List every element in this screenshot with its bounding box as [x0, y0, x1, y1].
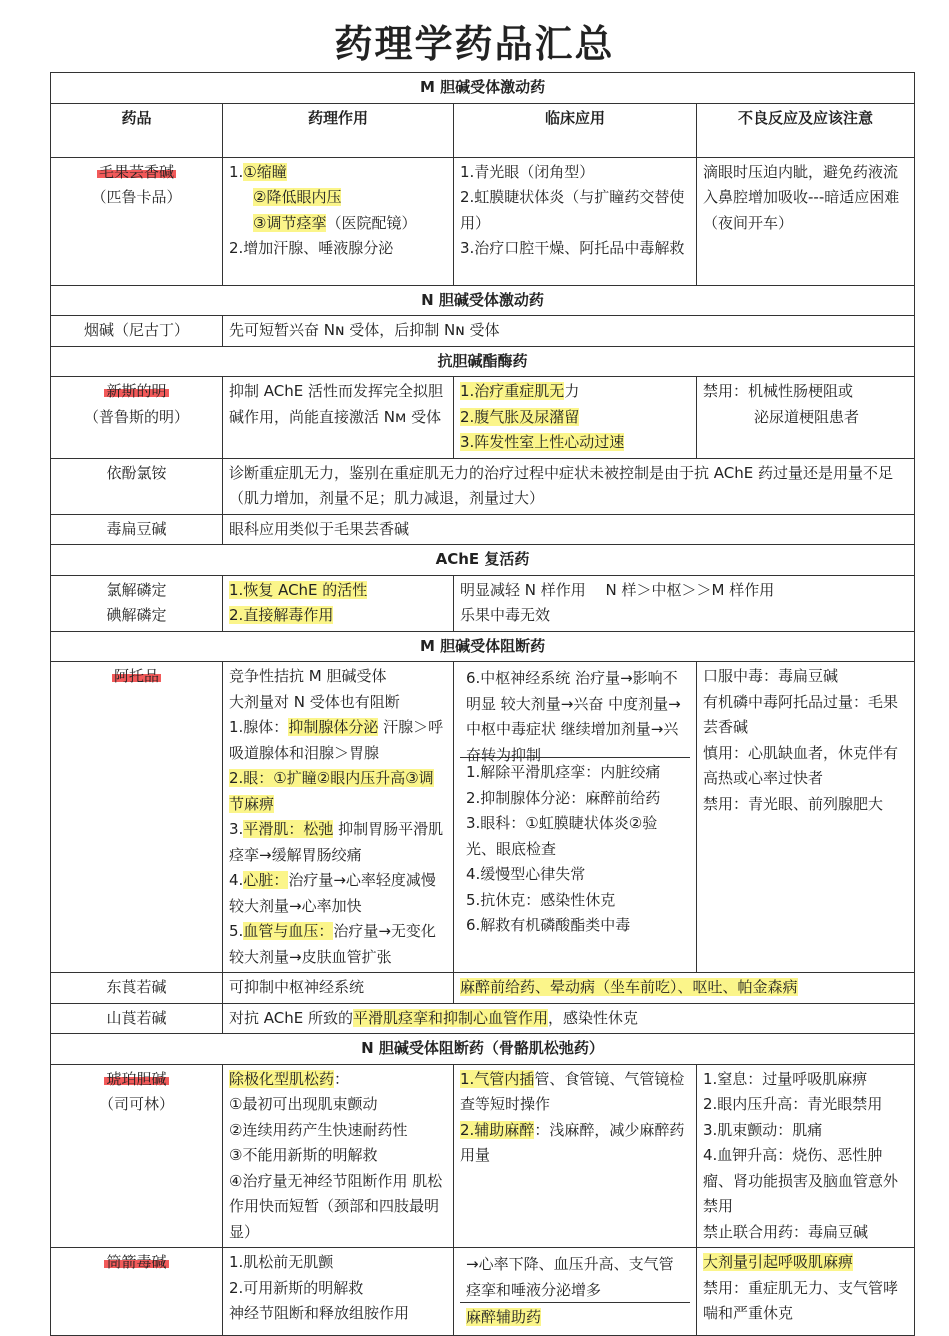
action-line: 2.增加汗腺、唾液腺分泌: [229, 239, 394, 257]
description-cell: 诊断重症肌无力，鉴别在重症肌无力的治疗过程中症状未被控制是由于抗 AChE 药过量还是用量不足（肌力增加，剂量不足；肌力减退，剂量过大）: [223, 458, 915, 514]
list-number: 4.: [229, 871, 244, 889]
header-action: 药理作用: [223, 103, 454, 157]
list-number: 5.: [229, 922, 244, 940]
adverse-line: 慎用：心肌缺血者，休克伴有高热或心率过快者: [703, 743, 899, 787]
highlight-text: 2.眼：①扩瞳②眼内压升高③调节麻痹: [229, 769, 434, 813]
drug-tubocurarine: [51, 1248, 223, 1336]
section-reactivator: AChE 复活药: [51, 545, 915, 576]
adverse-cell: [697, 377, 915, 459]
highlight-text: 2.辅助麻醉: [460, 1120, 535, 1139]
table-row: [51, 1248, 915, 1336]
plain-text: 力: [564, 382, 580, 400]
plain-text: 对抗 AChE 所致的: [229, 1008, 353, 1027]
table-row: [51, 157, 915, 285]
plain-text: 汗腺＞呼吸道腺体和泪腺＞胃腺: [229, 718, 444, 762]
clinical-line: 3.治疗口腔干燥、阿托品中毒解救: [460, 239, 685, 257]
highlight-text: 1.气管内插: [460, 1069, 535, 1088]
clinical-line: 5.抗休克：感染性休克: [466, 890, 616, 909]
drug-anisodamine: 山莨若碱: [51, 1003, 223, 1034]
clinical-line: 3.眼科：①虹膜睫状体炎②验光、眼底检查: [466, 814, 658, 858]
clinical-line: 1.青光眼（闭角型）: [460, 162, 595, 181]
action-line: ④治疗量无神经节阻断作用 肌松作用快而短暂（颈部和四肢最明显）: [229, 1171, 443, 1241]
action-line: 神经节阻断和释放组胺作用: [229, 1304, 410, 1322]
clinical-line: 6.解救有机磷酸酯类中毒: [466, 916, 631, 934]
action-line: ①最初可出现肌束颤动: [229, 1095, 378, 1113]
drug-name: 新斯的明: [106, 382, 167, 400]
plain-text: 治疗量→无变化 较大剂量→皮肤血管扩张: [229, 922, 436, 966]
description-cell: 先可短暂兴奋 Nɴ 受体，后抑制 Nɴ 受体: [223, 316, 915, 347]
adverse-line: 禁止联合用药：毒扁豆碱: [703, 1222, 869, 1241]
table-row: [51, 662, 915, 973]
clinical-line: 4.缓慢型心律失常: [466, 865, 586, 883]
plain-text: ：浅麻醉，减少麻醉药用量: [460, 1120, 685, 1164]
list-number: 3.: [229, 820, 244, 838]
table-row: [51, 1003, 915, 1034]
highlight-text: 麻醉前给药、晕动病（坐车前吃）、呕吐、帕金森病: [460, 978, 798, 996]
list-number: 1.: [229, 580, 244, 599]
clinical-cell: [454, 157, 697, 285]
highlight-text: 2.腹气胀及尿潴留: [460, 407, 580, 426]
drug-name: 筒箭毒碱: [106, 1253, 167, 1271]
table-row: [51, 458, 915, 514]
adverse-cell: [697, 1064, 915, 1248]
action-line: ②连续用药产生快速耐药性: [229, 1120, 408, 1139]
clinical-line: 1.解除平滑肌痉挛：内脏绞痛: [466, 763, 661, 781]
description-cell: 眼科应用类似于毛果芸香碱: [223, 514, 915, 545]
drug-pilocarpine: [51, 157, 223, 285]
table-row: [51, 1064, 915, 1248]
page-title: 药理学药品汇总: [334, 22, 615, 66]
table-row: [51, 316, 915, 347]
action-cell: [223, 662, 454, 973]
section-row: [51, 545, 915, 576]
drug-succinylcholine: [51, 1064, 223, 1248]
list-number: 1.: [229, 162, 244, 181]
action-line: ③不能用新斯的明解救: [229, 1146, 378, 1164]
plain-text: 管、食管镜、气管镜检查等短时操作: [460, 1069, 685, 1113]
adverse-line: 4.血钾升高：烧伤、恶性肿瘤、肾功能损害及脑血管意外禁用: [703, 1146, 899, 1215]
drug-alias: （司可林）: [98, 1095, 174, 1113]
section-row: [51, 346, 915, 377]
table-row: [51, 514, 915, 545]
adverse-cell: [697, 662, 915, 973]
action-cell: [223, 575, 454, 631]
drug-atropine: [51, 662, 223, 973]
action-line: 大剂量对 N 受体也有阻断: [229, 692, 400, 711]
highlight-text: 直接解毒作用: [243, 606, 334, 624]
clinical-cell: [454, 973, 915, 1004]
drug-name: 阿托品: [113, 667, 159, 685]
highlight-text: 1.治疗重症肌无: [460, 382, 565, 400]
action-line: 1.肌松前无肌颤: [229, 1253, 334, 1271]
adverse-line: 禁用：重症肌无力、支气管哮喘和严重休克: [703, 1278, 899, 1322]
clinical-cell: [454, 1248, 697, 1336]
cns-effects: 6.中枢神经系统 治疗量→影响不明显 较大剂量→兴奋 中度剂量→中枢中毒症状 继续增加剂量→兴奋转为抑制: [466, 669, 681, 764]
drug-name: 氯解磷定: [106, 580, 167, 599]
drug-scopolamine: 东莨若碱: [51, 973, 223, 1004]
highlight-text: 平滑肌痉挛和抑制心血管作用: [353, 1008, 549, 1027]
adverse-line: 有机磷中毒阿托品过量：毛果芸香碱: [703, 692, 899, 736]
section-nm-blocker: N 胆碱受体阻断药（骨骼肌松弛药）: [51, 1034, 915, 1065]
header-adverse: 不良反应及应该注意: [697, 103, 915, 157]
plain-text: ：: [334, 1069, 350, 1088]
clinical-line: 乐果中毒无效: [460, 606, 551, 624]
adverse-line: 口服中毒：毒扁豆碱: [703, 667, 839, 685]
plain-text: 治疗量→心率轻度减慢 较大剂量→心率加快: [229, 871, 451, 915]
clinical-line: →心率下降、血压升高、支气管痉挛和唾液分泌增多: [466, 1255, 674, 1299]
header-row: [51, 103, 915, 157]
section-m-blocker: M 胆碱受体阻断药: [51, 631, 915, 662]
header-clinical: 临床应用: [454, 103, 697, 157]
clinical-cell: [454, 377, 697, 459]
action-cell: [223, 1248, 454, 1336]
adverse-line: 1.窒息：过量呼吸肌麻痹: [703, 1069, 868, 1088]
adverse-cell: 滴眼时压迫内眦，避免药液流入鼻腔增加吸收---暗适应困难（夜间开车）: [697, 157, 915, 285]
highlight-text: ①缩瞳: [243, 162, 287, 181]
clinical-line: 明显减轻 N 样作用 N 样＞中枢＞＞M 样作用: [460, 580, 775, 599]
drug-neostigmine: [51, 377, 223, 459]
drug-summary-table: [50, 72, 915, 1336]
adverse-cell: [697, 1248, 915, 1336]
highlight-text: 心脏：: [243, 871, 289, 889]
highlight-text: ③调节痉挛: [253, 213, 327, 232]
adverse-line: 禁用：青光眼、前列腺肥大: [703, 794, 884, 813]
adverse-line: 2.眼内压升高：青光眼禁用: [703, 1095, 883, 1113]
description-cell: [223, 1003, 915, 1034]
clinical-line: [460, 1302, 690, 1333]
action-cell: [223, 157, 454, 285]
drug-name: 碘解磷定: [106, 606, 167, 624]
action-cell: 抑制 AChE 活性而发挥完全拟胆碱作用，尚能直接激活 Nᴍ 受体: [223, 377, 454, 459]
section-row: [51, 631, 915, 662]
highlight-text: 血管与血压：: [243, 922, 334, 940]
clinical-cell: [454, 575, 915, 631]
highlight-text: 恢复 AChE 的活性: [243, 580, 368, 599]
table-row: [51, 575, 915, 631]
adverse-line: 禁用：机械性肠梗阻或: [703, 382, 854, 400]
action-line: 2.可用新斯的明解救: [229, 1278, 364, 1297]
drug-edrophonium: 依酚氯铵: [51, 458, 223, 514]
table-row: [51, 973, 915, 1004]
highlight-text: 除极化型肌松药: [229, 1069, 335, 1088]
highlight-text: 抑制腺体分泌: [288, 718, 379, 736]
drug-alias: （匹鲁卡品）: [91, 188, 182, 206]
highlight-text: 平滑肌：松弛: [243, 820, 334, 838]
highlight-text: ②降低眼内压: [253, 188, 342, 206]
drug-physostigmine: 毒扁豆碱: [51, 514, 223, 545]
clinical-cell: [454, 1064, 697, 1248]
highlight-text: 麻醉辅助药: [466, 1308, 542, 1326]
plain-text: 抑制胃肠平滑肌痉挛→缓解胃肠绞痛: [229, 820, 444, 864]
action-cell: [223, 1064, 454, 1248]
clinical-uses: [460, 757, 690, 941]
section-m-agonist: M 胆碱受体激动药: [51, 73, 915, 104]
section-row: [51, 73, 915, 104]
adverse-line: 泌尿道梗阻患者: [754, 407, 860, 426]
drug-name: 琥珀胆碱: [106, 1069, 167, 1088]
section-ache-inhibitor: 抗胆碱酯酶药: [51, 346, 915, 377]
highlight-text: 3.阵发性室上性心动过速: [460, 433, 625, 451]
plain-text: 1.腺体：: [229, 718, 289, 736]
note-text: （医院配镜）: [326, 213, 417, 232]
clinical-line: 2.抑制腺体分泌：麻醉前给药: [466, 788, 661, 807]
clinical-cell: [454, 662, 697, 973]
drug-pralidoxime: [51, 575, 223, 631]
section-row: [51, 285, 915, 316]
drug-name: 毛果芸香碱: [98, 162, 174, 181]
drug-alias: （普鲁斯的明）: [83, 407, 189, 426]
drug-nicotine: 烟碱（尼古丁）: [51, 316, 223, 347]
plain-text: ，感染性休克: [548, 1008, 639, 1027]
clinical-line: 2.虹膜睫状体炎（与扩瞳药交替使用）: [460, 188, 685, 232]
adverse-line: 3.肌束颤动：肌痛: [703, 1120, 823, 1139]
section-n-agonist: N 胆碱受体激动药: [51, 285, 915, 316]
section-row: [51, 1034, 915, 1065]
table-row: [51, 377, 915, 459]
action-cell: 可抑制中枢神经系统: [223, 973, 454, 1004]
highlight-text: 大剂量引起呼吸肌麻痹: [703, 1253, 854, 1271]
action-line: 竞争性拮抗 M 胆碱受体: [229, 667, 387, 685]
header-drug: 药品: [51, 103, 223, 157]
list-number: 2.: [229, 606, 244, 624]
